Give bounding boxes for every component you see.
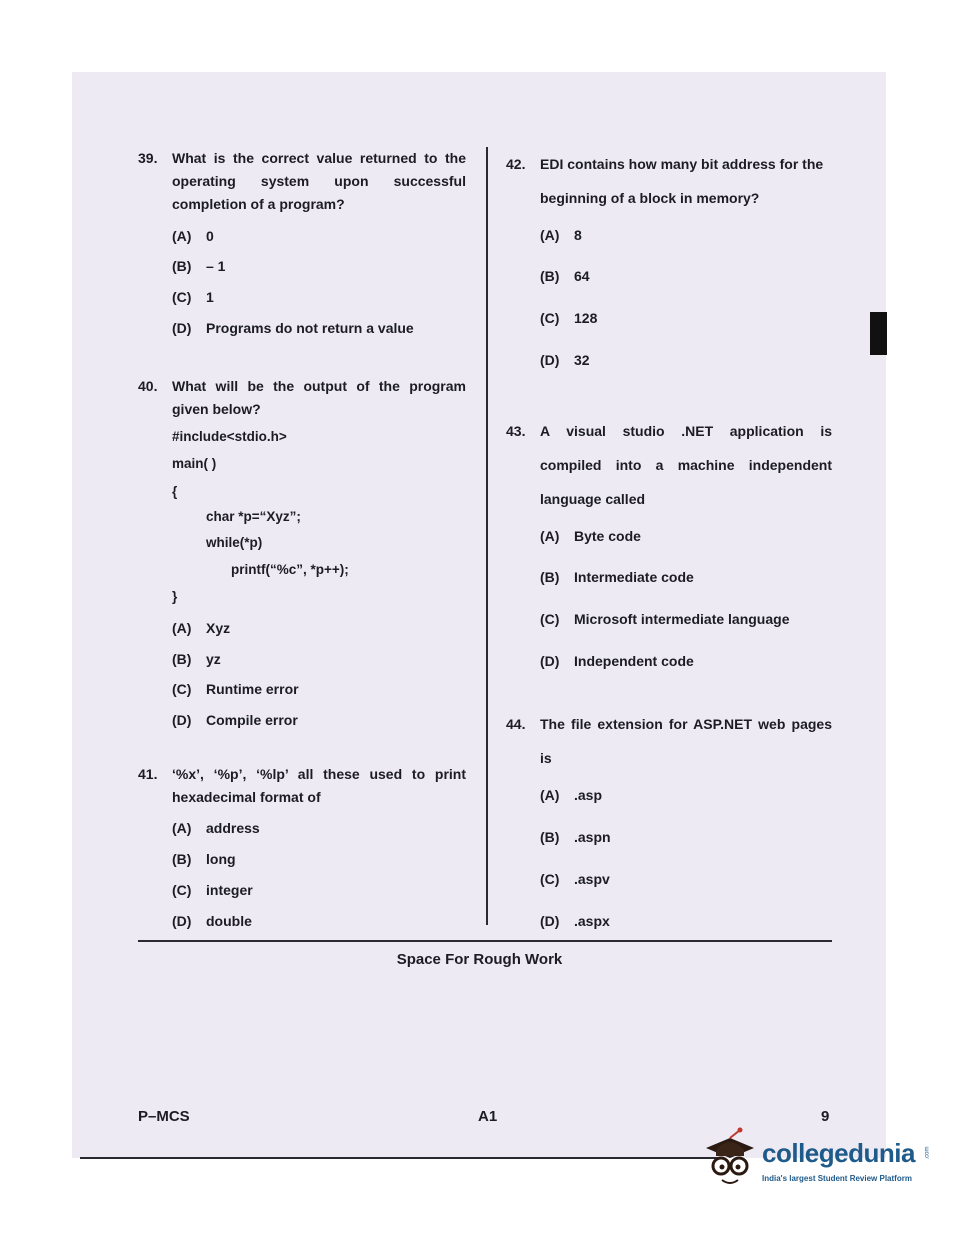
- option: (D) Independent code: [540, 653, 694, 669]
- logo-wordmark: collegedunia: [762, 1138, 915, 1168]
- option: (A) address: [172, 820, 260, 836]
- question-text: ‘%x’, ‘%p’, ‘%lp’ all these used to print hexadecimal format of: [172, 766, 466, 805]
- question-number: 41.: [138, 766, 158, 782]
- code-line: {: [172, 484, 178, 499]
- question-text: The file extension for ASP.NET web pages is: [540, 716, 832, 766]
- question-number: 40.: [138, 378, 158, 394]
- question-43: [506, 414, 832, 516]
- option: (A) 0: [172, 228, 214, 244]
- page-number: 9: [821, 1108, 830, 1125]
- logo-tagline: India's largest Student Review Platform: [762, 1174, 912, 1183]
- code-line: char *p=“Xyz”;: [206, 509, 301, 524]
- option: (A) 8: [540, 227, 582, 243]
- option: (C) 1: [172, 289, 214, 305]
- code-line: printf(“%c”, *p++);: [231, 562, 349, 577]
- question-40: [138, 375, 466, 421]
- question-text: What is the correct value returned to the operating system upon successful completion of a program?: [172, 150, 466, 212]
- option: (B) .aspn: [540, 829, 611, 845]
- option: (D) .aspx: [540, 913, 610, 929]
- option: (D) Programs do not return a value: [172, 320, 414, 336]
- rough-work-heading: Space For Rough Work: [396, 951, 563, 968]
- question-41: [138, 763, 466, 809]
- question-text: What will be the output of the program given below?: [172, 378, 466, 417]
- question-text: EDI contains how many bit address for the beginning of a block in memory?: [540, 156, 824, 206]
- option: (C) 128: [540, 310, 598, 326]
- option: (B) yz: [172, 651, 221, 667]
- option: (D) 32: [540, 352, 590, 368]
- option: (B) – 1: [172, 258, 226, 274]
- question-number: 44.: [506, 716, 526, 732]
- question-number: 42.: [506, 156, 526, 172]
- question-number: 43.: [506, 423, 526, 439]
- question-42: [506, 147, 834, 215]
- option: (A) Xyz: [172, 620, 231, 636]
- logo-suffix: .com: [924, 1146, 931, 1160]
- option: (A) .asp: [540, 787, 603, 803]
- question-44: [506, 707, 832, 775]
- question-text: A visual studio .NET application is compiled into a machine independent language called: [540, 423, 832, 507]
- code-line: while(*p): [206, 535, 263, 550]
- code-line: main( ): [172, 456, 217, 471]
- footer-rule: [80, 1157, 720, 1159]
- series-code: A1: [478, 1108, 498, 1125]
- option: (B) long: [172, 851, 236, 867]
- code-line: #include<stdio.h>: [172, 429, 287, 444]
- page-edge-tab: [870, 312, 887, 355]
- option: (D) double: [172, 913, 252, 929]
- option: (B) 64: [540, 268, 590, 284]
- mascot-icon: [700, 1126, 762, 1196]
- option: (C) integer: [172, 882, 253, 898]
- option: (C) .aspv: [540, 871, 610, 887]
- option: (D) Compile error: [172, 712, 298, 728]
- section-rule: [138, 940, 832, 942]
- code-line: }: [172, 589, 178, 604]
- option: (A) Byte code: [540, 528, 641, 544]
- question-39: [138, 147, 466, 216]
- option: (C) Microsoft intermediate language: [540, 611, 790, 627]
- option: (C) Runtime error: [172, 681, 299, 697]
- option: (B) Intermediate code: [540, 569, 694, 585]
- paper-code: P–MCS: [138, 1108, 190, 1125]
- collegedunia-logo: [700, 1126, 940, 1196]
- column-divider: [486, 147, 488, 925]
- question-number: 39.: [138, 150, 158, 166]
